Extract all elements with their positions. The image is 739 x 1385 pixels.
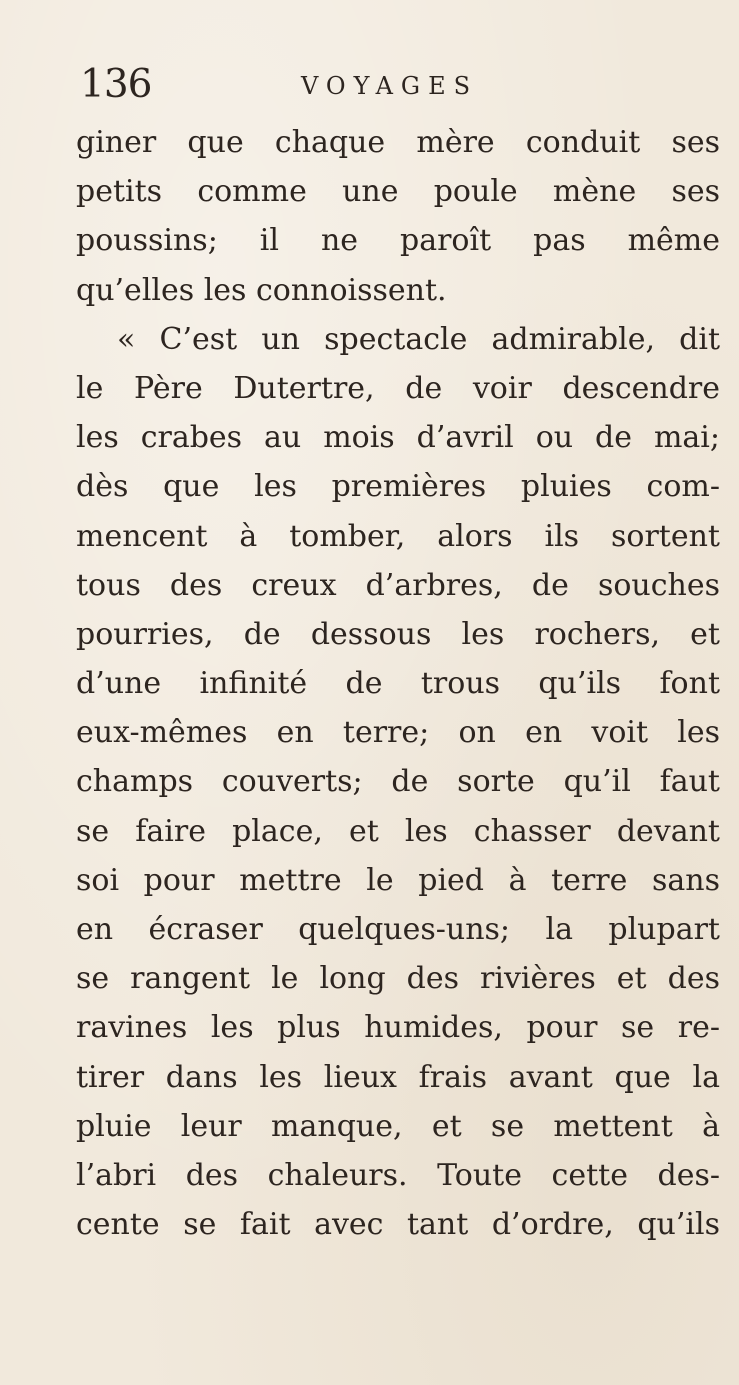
text-line: en écraser quelques-uns; la plupart xyxy=(76,912,720,947)
text-line: ravines les plus humides, pour se re- xyxy=(76,1010,720,1046)
text-line: cente se fait avec tant d’ordre, qu’ils xyxy=(76,1207,720,1243)
text-line: tous des creux d’arbres, de souches xyxy=(76,567,720,603)
text-line: champs couverts; de sorte qu’il faut xyxy=(76,764,720,800)
text-line: eux-mêmes en terre; on en voit les xyxy=(76,715,720,751)
text-line: dès que les premières pluies com- xyxy=(76,469,720,505)
running-title: VOYAGES xyxy=(301,72,479,100)
page-number: 136 xyxy=(80,62,152,107)
text-line: qu’elles les connoissent. xyxy=(76,272,447,308)
text-line: pluie leur manque, et se mettent à xyxy=(76,1108,720,1144)
text-line: le Père Dutertre, de voir descendre xyxy=(76,370,720,406)
text-line: les crabes au mois d’avril ou de mai; xyxy=(76,420,720,456)
text-line: l’abri des chaleurs. Toute cette des- xyxy=(76,1157,720,1193)
running-head xyxy=(80,62,640,108)
text-line: d’une infinité de trous qu’ils font xyxy=(76,666,720,702)
body-text xyxy=(76,118,720,1249)
text-line: se faire place, et les chasser devant xyxy=(76,813,720,849)
text-line: poussins; il ne paroît pas même xyxy=(76,223,720,259)
text-line: pourries, de dessous les rochers, et xyxy=(76,616,720,652)
text-line: giner que chaque mère conduit ses xyxy=(76,125,720,160)
text-line: tirer dans les lieux frais avant que la xyxy=(76,1059,720,1095)
text-line: soi pour mettre le pied à terre sans xyxy=(76,862,720,898)
text-line: se rangent le long des rivières et des xyxy=(76,961,720,997)
text-line: mencent à tomber, alors ils sortent xyxy=(76,518,720,554)
text-line: « C’est un spectacle admirable, dit xyxy=(117,321,720,357)
text-line: petits comme une poule mène ses xyxy=(76,174,720,210)
